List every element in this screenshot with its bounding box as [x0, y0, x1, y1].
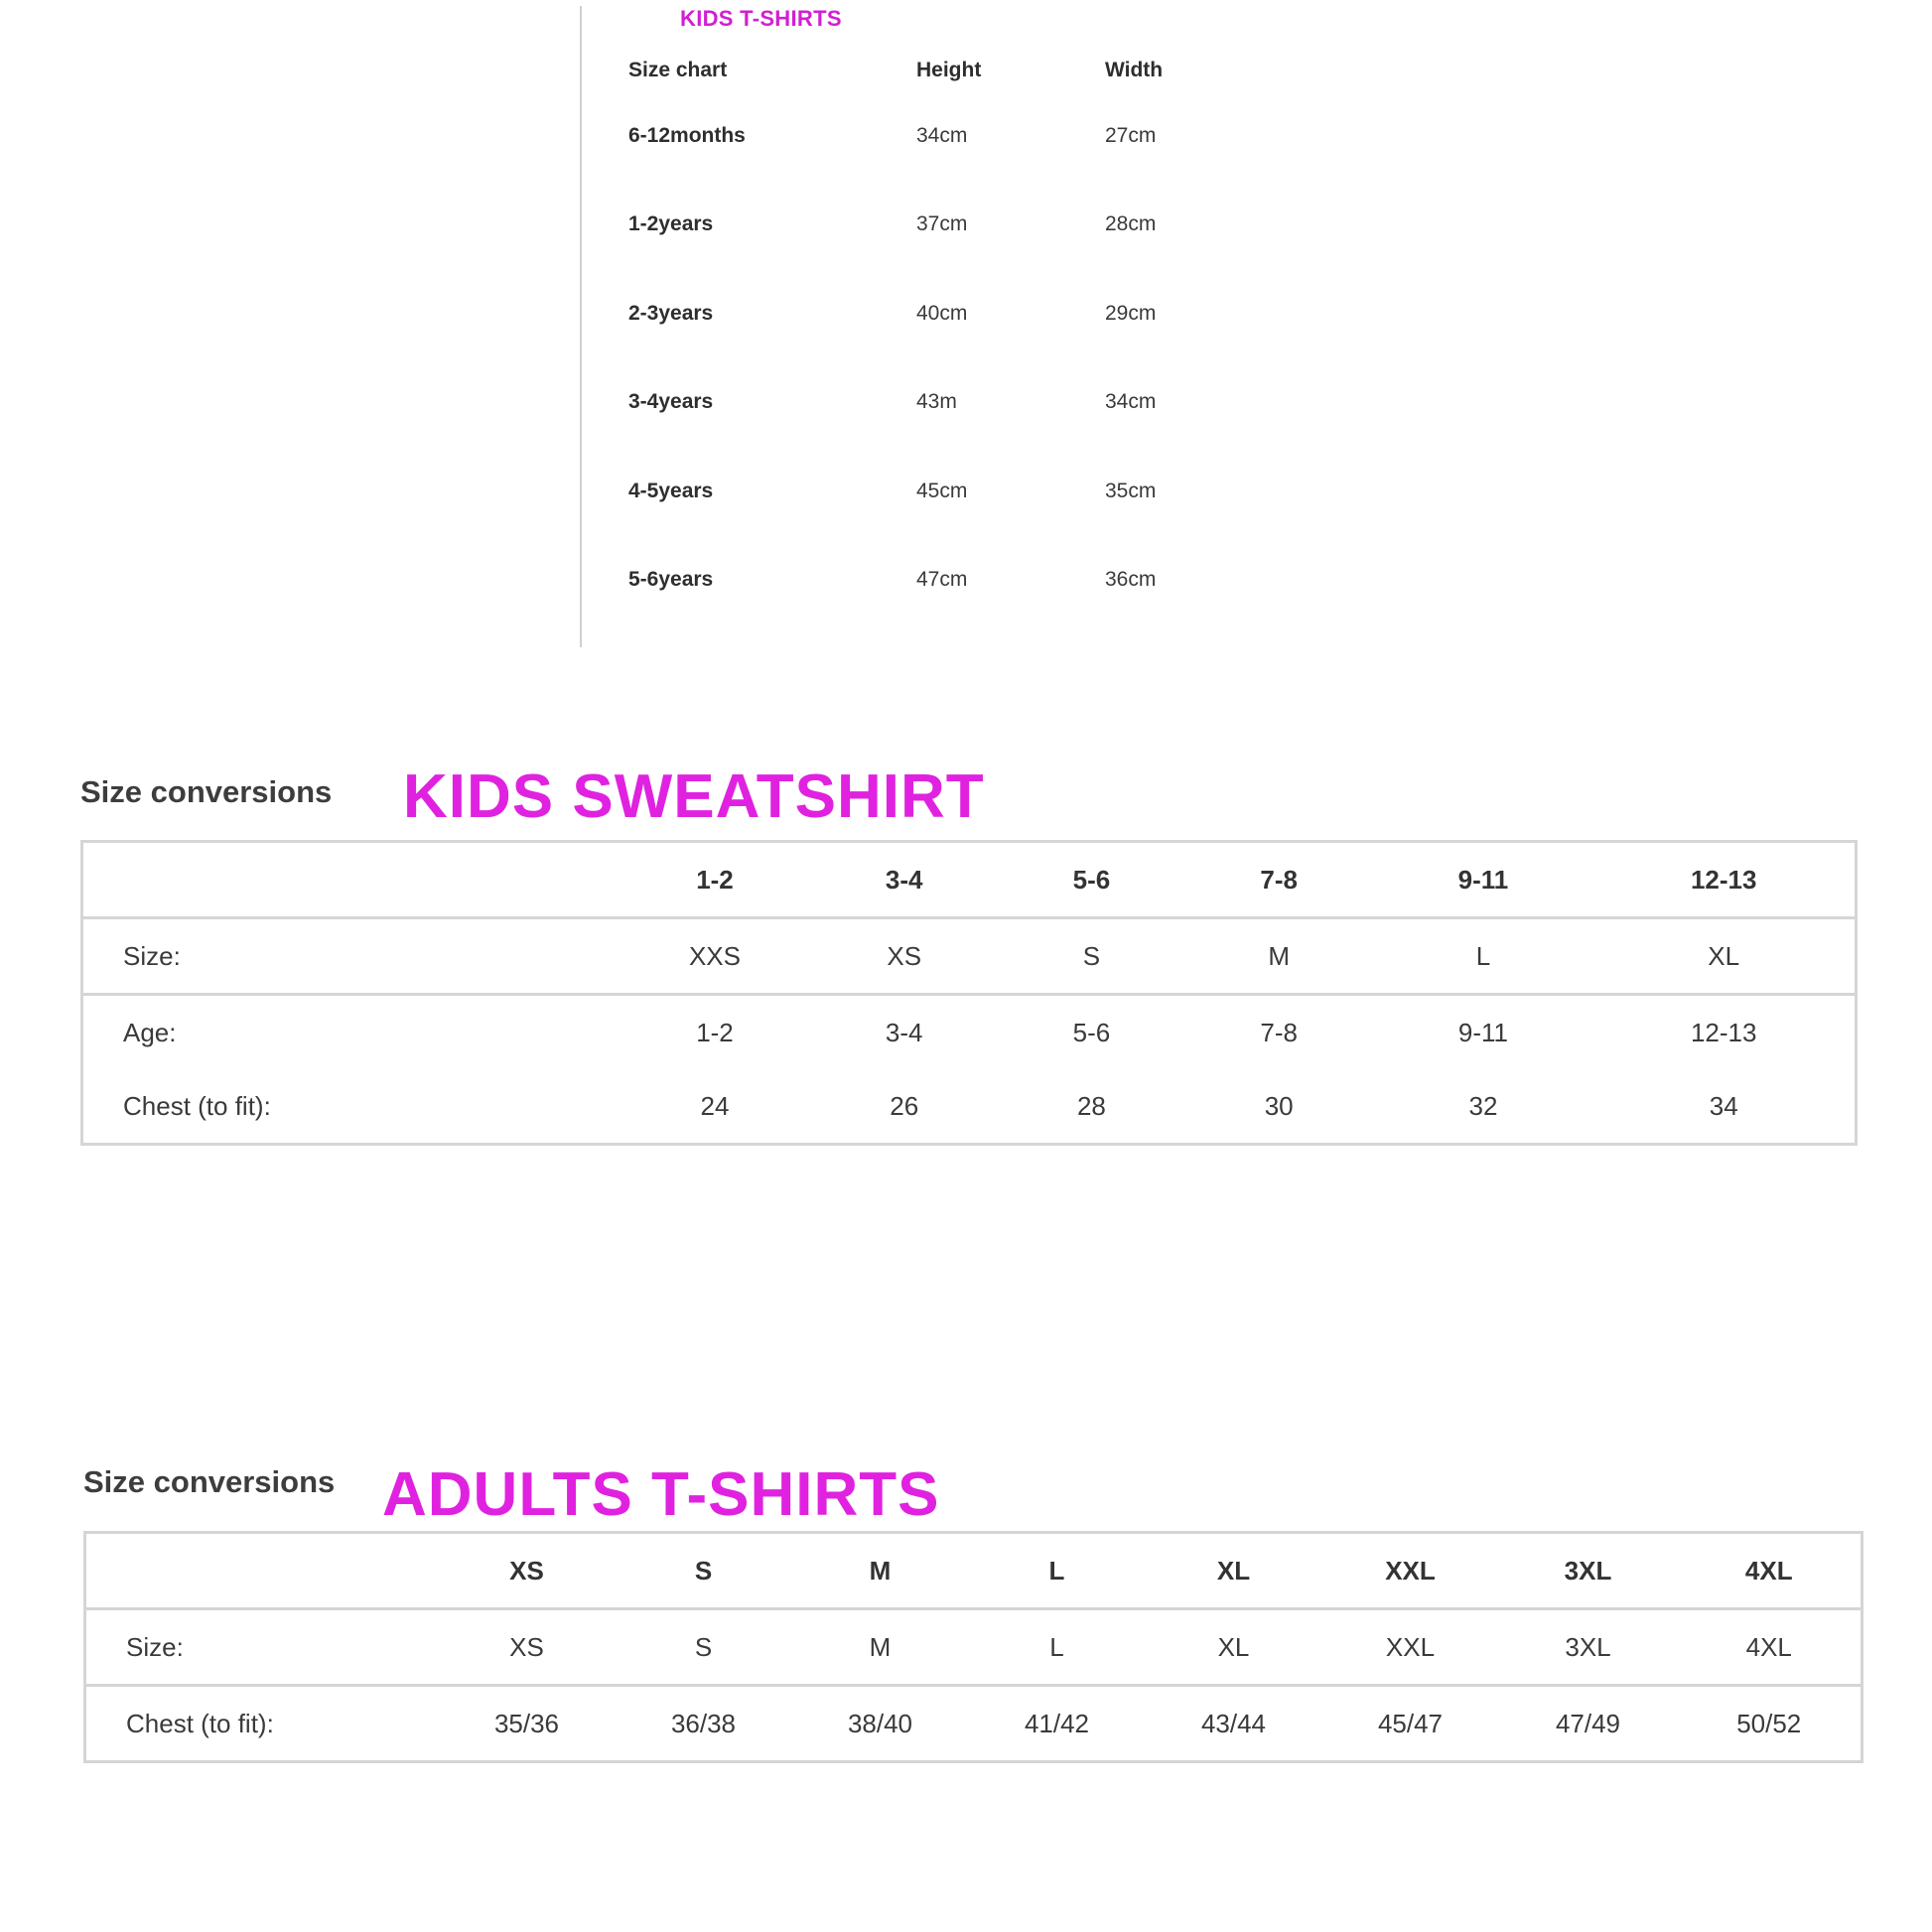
row-label: Size: — [82, 918, 621, 995]
height-cell: 40cm — [916, 301, 968, 325]
width-cell: 29cm — [1105, 301, 1157, 325]
table-cell: 1-2 — [696, 1017, 734, 1047]
column-header: XS — [439, 1533, 616, 1609]
adults-tshirts-table — [83, 1531, 1863, 1763]
column-header: M — [792, 1533, 969, 1609]
table-cell: L — [1374, 918, 1593, 995]
table-row — [82, 918, 1857, 995]
table-row — [85, 1686, 1863, 1762]
size-cell: 4-5years — [628, 479, 714, 502]
adults-tshirts-heading: ADULTS T-SHIRTS — [382, 1460, 940, 1529]
table-row — [628, 447, 1264, 536]
table-cell: XXL — [1322, 1609, 1499, 1686]
empty-header-cell — [82, 842, 621, 918]
table-row — [82, 1069, 1857, 1145]
table-cell: XXS — [621, 918, 810, 995]
table-row — [628, 358, 1264, 448]
column-header: 1-2 — [621, 842, 810, 918]
row-label: Chest (to fit): — [126, 1708, 274, 1738]
table-cell: XL — [1146, 1609, 1322, 1686]
adults-tshirts-label: Size conversions — [83, 1464, 336, 1499]
table-cell: 45/47 — [1377, 1708, 1444, 1738]
column-header: 7-8 — [1184, 842, 1374, 918]
table-cell: 34 — [1709, 1090, 1738, 1121]
table-cell: 12-13 — [1690, 1017, 1757, 1047]
column-header: Height — [916, 59, 982, 81]
size-cell: 2-3years — [628, 301, 714, 325]
column-header: XL — [1146, 1533, 1322, 1609]
table-row — [628, 536, 1264, 625]
table-cell: 3XL — [1499, 1609, 1678, 1686]
row-label: Chest (to fit): — [123, 1090, 271, 1121]
table-cell: 9-11 — [1457, 1017, 1509, 1047]
table-cell: 41/42 — [1024, 1708, 1090, 1738]
table-row — [628, 269, 1264, 358]
table-cell: 50/52 — [1736, 1708, 1802, 1738]
size-cell: 3-4years — [628, 390, 714, 414]
empty-header-cell — [85, 1533, 439, 1609]
column-header: 3XL — [1499, 1533, 1678, 1609]
height-cell: 37cm — [916, 212, 968, 236]
table-cell: L — [969, 1609, 1146, 1686]
kids-sweatshirt-table — [80, 840, 1858, 1146]
width-cell: 27cm — [1105, 123, 1157, 147]
table-cell: 36/38 — [670, 1708, 737, 1738]
size-cell: 6-12months — [628, 123, 746, 147]
table-cell: 43/44 — [1200, 1708, 1267, 1738]
column-header: XXL — [1322, 1533, 1499, 1609]
table-cell: XL — [1592, 918, 1856, 995]
width-cell: 28cm — [1105, 212, 1157, 236]
width-cell: 35cm — [1105, 479, 1157, 502]
kids-tshirts-section — [580, 6, 1277, 647]
column-header: L — [969, 1533, 1146, 1609]
table-cell: 7-8 — [1260, 1017, 1298, 1047]
table-cell: 35/36 — [493, 1708, 560, 1738]
column-header: 4XL — [1678, 1533, 1863, 1609]
table-cell: 5-6 — [1072, 1017, 1111, 1047]
table-cell: S — [999, 918, 1184, 995]
table-row — [628, 91, 1264, 181]
column-header: 5-6 — [999, 842, 1184, 918]
table-cell: XS — [439, 1609, 616, 1686]
column-header: S — [616, 1533, 792, 1609]
table-row — [85, 1609, 1863, 1686]
table-cell: 28 — [1076, 1090, 1106, 1121]
table-cell: S — [616, 1609, 792, 1686]
row-label: Size: — [85, 1609, 439, 1686]
kids-tshirts-title: KIDS T-SHIRTS — [680, 6, 842, 31]
table-cell: XS — [809, 918, 999, 995]
row-label: Age: — [123, 1017, 177, 1047]
width-cell: 36cm — [1105, 568, 1157, 592]
table-header-row — [82, 842, 1857, 918]
size-cell: 1-2years — [628, 212, 714, 236]
table-cell: 26 — [890, 1090, 919, 1121]
table-cell: M — [1184, 918, 1374, 995]
column-header: Size chart — [628, 59, 728, 81]
table-row — [82, 995, 1857, 1070]
table-row — [628, 181, 1264, 270]
height-cell: 34cm — [916, 123, 968, 147]
size-cell: 5-6years — [628, 568, 714, 592]
kids-sweatshirt-label: Size conversions — [80, 774, 333, 809]
table-cell: 47/49 — [1555, 1708, 1621, 1738]
table-cell: 3-4 — [885, 1017, 923, 1047]
height-cell: 45cm — [916, 479, 968, 502]
column-header: 3-4 — [809, 842, 999, 918]
column-header: 9-11 — [1374, 842, 1593, 918]
column-header: Width — [1105, 59, 1164, 81]
width-cell: 34cm — [1105, 390, 1157, 414]
height-cell: 47cm — [916, 568, 968, 592]
kids-tshirts-table — [628, 50, 1264, 624]
table-cell: 32 — [1468, 1090, 1498, 1121]
table-cell: 30 — [1264, 1090, 1294, 1121]
table-header-row — [85, 1533, 1863, 1609]
table-cell: 24 — [700, 1090, 730, 1121]
table-cell: 38/40 — [847, 1708, 913, 1738]
table-header-row — [628, 50, 1264, 91]
column-header: 12-13 — [1592, 842, 1856, 918]
height-cell: 43m — [916, 390, 957, 414]
kids-sweatshirt-heading: KIDS SWEATSHIRT — [403, 762, 985, 831]
table-cell: M — [792, 1609, 969, 1686]
table-cell: 4XL — [1678, 1609, 1863, 1686]
